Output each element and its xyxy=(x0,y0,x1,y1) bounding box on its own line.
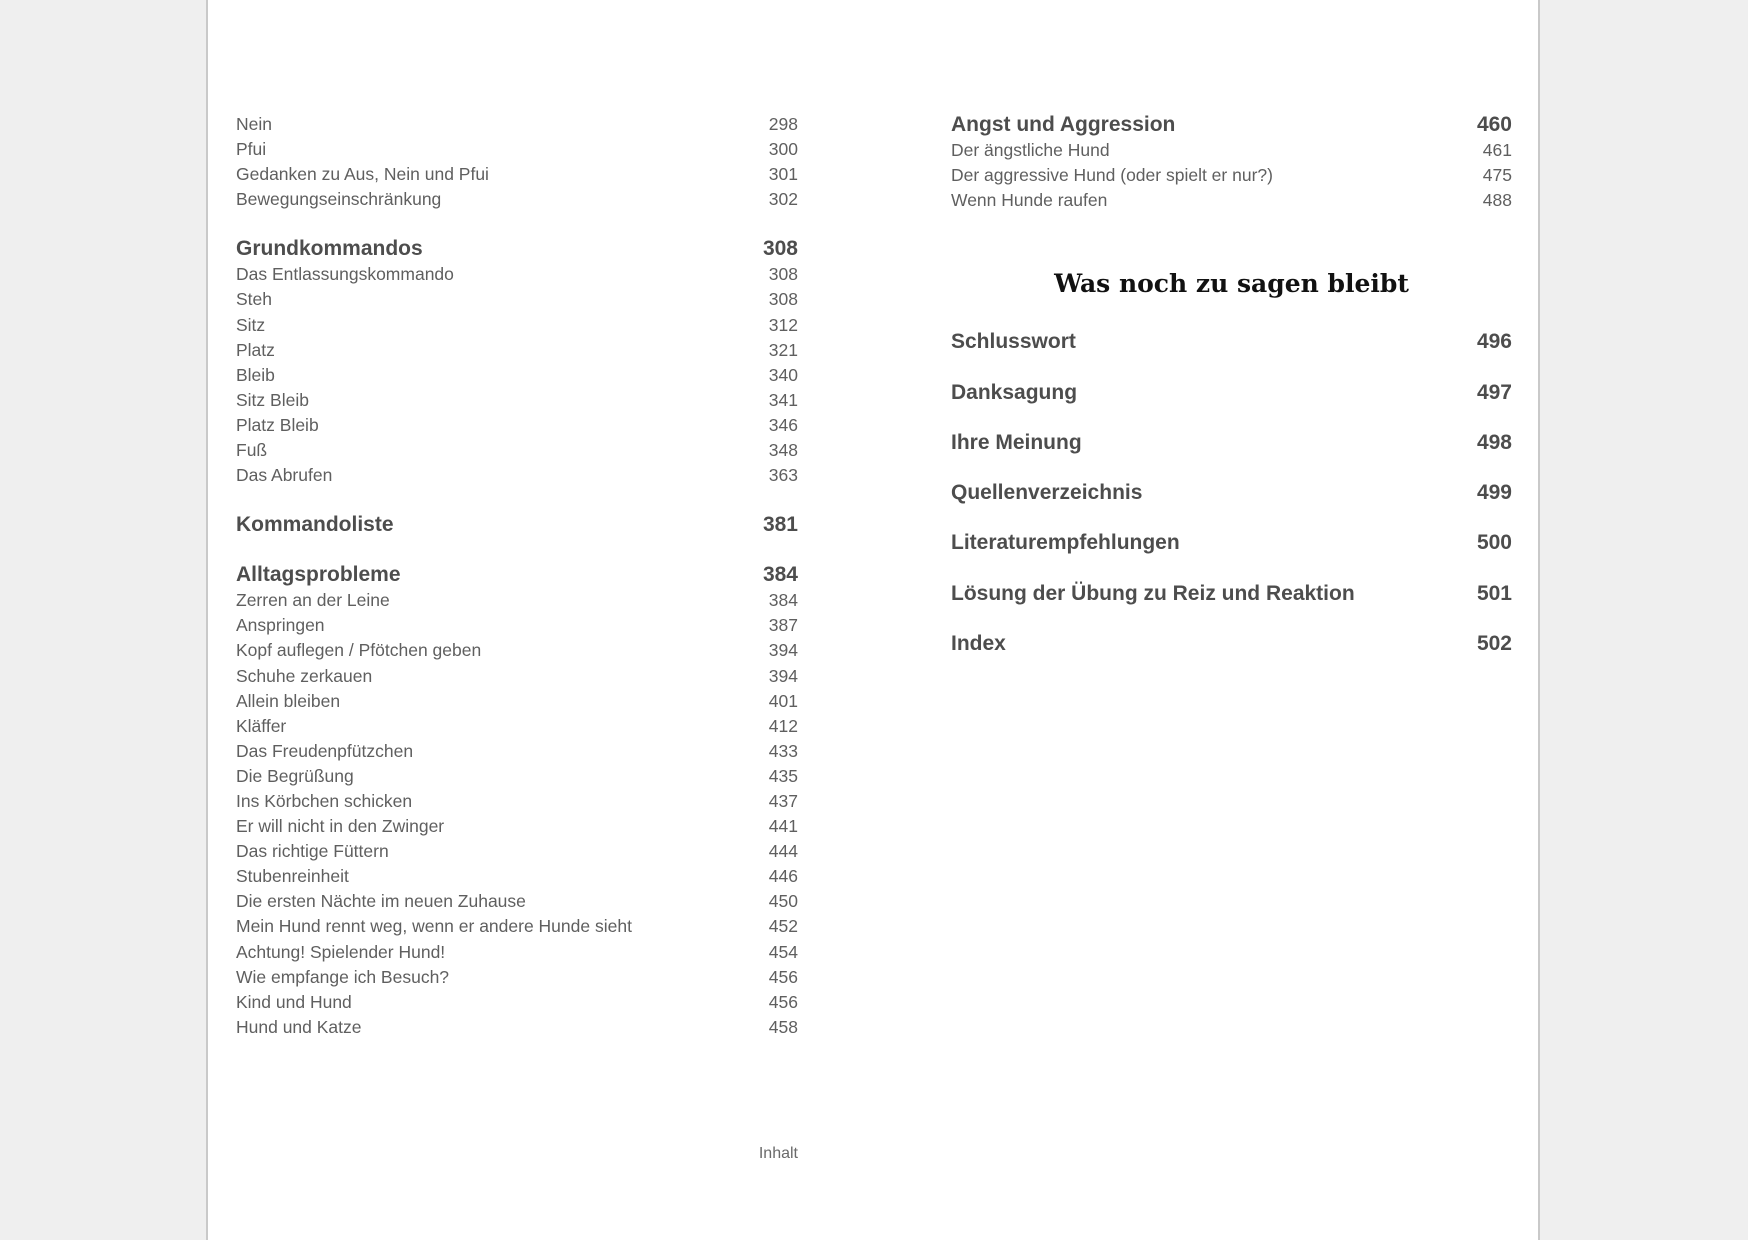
toc-heading[interactable] xyxy=(951,530,1512,556)
toc-entry-title: Pfui xyxy=(236,139,267,160)
toc-entry[interactable] xyxy=(236,914,798,939)
toc-entry[interactable] xyxy=(236,338,798,363)
toc-heading-title: Ihre Meinung xyxy=(951,430,1082,454)
toc-heading-page: 501 xyxy=(1476,581,1512,605)
toc-entry-title: Fuß xyxy=(236,440,268,461)
toc-heading-page: 499 xyxy=(1476,481,1512,505)
toc-entry[interactable] xyxy=(236,413,798,438)
toc-heading-title: Literaturempfehlungen xyxy=(951,531,1180,555)
toc-entry[interactable] xyxy=(236,940,798,965)
toc-entry-page: 441 xyxy=(768,816,798,837)
toc-entry-page: 454 xyxy=(768,941,798,962)
toc-entry[interactable] xyxy=(236,689,798,714)
toc-heading-page: 384 xyxy=(762,563,798,587)
toc-entry[interactable] xyxy=(236,363,798,388)
toc-entry-title: Bleib xyxy=(236,364,275,385)
toc-entry-page: 394 xyxy=(768,640,798,661)
toc-entry-title: Kind und Hund xyxy=(236,991,352,1012)
toc-group xyxy=(236,512,798,538)
toc-entry-title: Nein xyxy=(236,114,272,134)
toc-entry[interactable] xyxy=(236,313,798,338)
toc-entry[interactable] xyxy=(236,588,798,613)
toc-entry-page: 456 xyxy=(768,966,798,987)
toc-heading[interactable] xyxy=(236,236,798,262)
toc-heading-title: Index xyxy=(951,632,1006,656)
toc-entry[interactable] xyxy=(236,714,798,739)
toc-entry-page: 456 xyxy=(768,991,798,1012)
toc-heading-title: Angst und Aggression xyxy=(951,113,1176,136)
toc-entry-title: Mein Hund rennt weg, wenn er andere Hunde sieht xyxy=(236,916,632,937)
toc-heading-page: 498 xyxy=(1476,430,1512,454)
toc-entry[interactable] xyxy=(236,137,798,162)
toc-entry[interactable] xyxy=(236,388,798,413)
toc-heading-page: 500 xyxy=(1476,531,1512,555)
toc-entry[interactable] xyxy=(236,262,798,287)
toc-entry-title: Das Entlassungskommando xyxy=(236,264,454,285)
toc-entry-title: Wenn Hunde raufen xyxy=(951,190,1108,211)
toc-entry[interactable] xyxy=(236,889,798,914)
toc-heading-title: Quellenverzeichnis xyxy=(951,481,1143,505)
toc-heading-page: 460 xyxy=(1476,113,1512,136)
toc-entry-title: Das Abrufen xyxy=(236,465,333,486)
toc-heading[interactable] xyxy=(951,112,1512,138)
toc-entry-page: 450 xyxy=(768,891,798,912)
toc-entry-title: Der ängstliche Hund xyxy=(951,140,1110,160)
toc-entry[interactable] xyxy=(236,162,798,187)
toc-entry[interactable] xyxy=(236,864,798,889)
toc-entry-title: Die Begrüßung xyxy=(236,765,354,786)
toc-entry[interactable] xyxy=(236,438,798,463)
toc-entry-page: 437 xyxy=(768,790,798,811)
toc-heading[interactable] xyxy=(951,581,1512,607)
toc-entry-title: Wie empfange ich Besuch? xyxy=(236,966,450,987)
toc-entry-title: Kopf auflegen / Pfötchen geben xyxy=(236,640,482,661)
toc-entry[interactable] xyxy=(236,1015,798,1040)
toc-entry-page: 384 xyxy=(768,590,798,611)
toc-group xyxy=(951,112,1512,213)
toc-heading-page: 502 xyxy=(1476,632,1512,656)
toc-entry[interactable] xyxy=(236,739,798,764)
toc-entry-page: 312 xyxy=(768,314,798,335)
page-footer-label: Inhalt xyxy=(758,1145,798,1162)
toc-entry-page: 461 xyxy=(1482,140,1512,160)
toc-entry-title: Schuhe zerkauen xyxy=(236,665,373,686)
toc-entry[interactable] xyxy=(951,188,1512,213)
toc-heading[interactable] xyxy=(951,329,1512,355)
toc-entry-page: 446 xyxy=(768,866,798,887)
toc-entry-title: Kläffer xyxy=(236,715,287,736)
toc-entry-page: 363 xyxy=(768,465,798,486)
toc-heading-title: Danksagung xyxy=(951,380,1078,404)
toc-entry-title: Allein bleiben xyxy=(236,690,341,711)
section-title: Was noch zu sagen bleibt xyxy=(1054,269,1409,299)
toc-entry-title: Er will nicht in den Zwinger xyxy=(236,816,445,837)
toc-heading-title: Kommandoliste xyxy=(236,513,394,537)
toc-entry-title: Achtung! Spielender Hund! xyxy=(236,941,446,962)
toc-entry-title: Zerren an der Leine xyxy=(236,590,390,611)
toc-entry[interactable] xyxy=(236,789,798,814)
toc-entry-title: Das Freudenpfützchen xyxy=(236,740,414,761)
toc-entry-title: Stubenreinheit xyxy=(236,866,349,887)
toc-entry-page: 298 xyxy=(768,114,798,134)
toc-heading[interactable] xyxy=(236,562,798,588)
toc-entry-title: Steh xyxy=(236,289,272,310)
toc-entry[interactable] xyxy=(951,138,1512,163)
toc-entry-title: Bewegungseinschränkung xyxy=(236,189,442,210)
toc-entry-title: Hund und Katze xyxy=(236,1016,362,1037)
toc-heading-title: Lösung der Übung zu Reiz und Reaktion xyxy=(951,581,1355,605)
toc-heading[interactable] xyxy=(951,430,1512,456)
toc-entry-page: 300 xyxy=(768,139,798,160)
toc-entry-page: 348 xyxy=(768,440,798,461)
toc-entry-page: 302 xyxy=(768,189,798,210)
toc-entry-title: Der aggressive Hund (oder spielt er nur?) xyxy=(951,165,1273,186)
toc-entry-page: 401 xyxy=(768,690,798,711)
toc-entry[interactable] xyxy=(236,638,798,663)
toc-entry-page: 452 xyxy=(768,916,798,937)
toc-entry-title: Platz xyxy=(236,339,275,360)
toc-entry-page: 435 xyxy=(768,765,798,786)
toc-entry[interactable] xyxy=(236,839,798,864)
toc-entry[interactable] xyxy=(236,112,798,137)
toc-entry[interactable] xyxy=(951,163,1512,188)
toc-heading[interactable] xyxy=(951,480,1512,506)
toc-heading-title: Schlusswort xyxy=(951,330,1076,354)
toc-entry-page: 340 xyxy=(768,364,798,385)
toc-heading-page: 308 xyxy=(762,237,798,261)
toc-entry-title: Platz Bleib xyxy=(236,414,319,435)
toc-entry[interactable] xyxy=(236,613,798,638)
toc-entry-page: 346 xyxy=(768,414,798,435)
toc-entry-title: Anspringen xyxy=(236,615,325,636)
toc-entry-page: 458 xyxy=(768,1016,798,1037)
toc-left-column xyxy=(236,112,798,1064)
toc-entry-title: Die ersten Nächte im neuen Zuhause xyxy=(236,891,526,912)
toc-right-column xyxy=(951,112,1512,681)
toc-group xyxy=(236,236,798,488)
toc-entry-page: 412 xyxy=(768,715,798,736)
toc-heading[interactable] xyxy=(951,631,1512,657)
toc-entry[interactable] xyxy=(236,965,798,990)
toc-entry[interactable] xyxy=(236,990,798,1015)
toc-entry-page: 308 xyxy=(768,264,798,285)
toc-heading-page: 381 xyxy=(762,513,798,537)
toc-heading-page: 497 xyxy=(1476,380,1512,404)
toc-entry-page: 433 xyxy=(768,740,798,761)
toc-group xyxy=(236,112,798,212)
toc-entry-title: Sitz xyxy=(236,314,266,335)
toc-entry[interactable] xyxy=(236,664,798,689)
toc-entry[interactable] xyxy=(236,764,798,789)
toc-entry-page: 321 xyxy=(768,339,798,360)
toc-entry[interactable] xyxy=(236,463,798,488)
toc-entry-title: Das richtige Füttern xyxy=(236,841,389,862)
toc-entry-title: Gedanken zu Aus, Nein und Pfui xyxy=(236,164,489,185)
toc-entry[interactable] xyxy=(236,187,798,212)
toc-entry-page: 341 xyxy=(768,389,798,410)
toc-entry-title: Ins Körbchen schicken xyxy=(236,790,413,811)
toc-heading[interactable] xyxy=(951,380,1512,406)
toc-group xyxy=(236,562,798,1040)
toc-heading-title: Grundkommandos xyxy=(236,237,423,261)
toc-heading-page: 496 xyxy=(1476,330,1512,354)
toc-entry-page: 301 xyxy=(768,164,798,185)
toc-entry-page: 488 xyxy=(1482,190,1512,211)
toc-heading[interactable] xyxy=(236,512,798,538)
toc-entry-title: Sitz Bleib xyxy=(236,389,309,410)
toc-entry-page: 444 xyxy=(768,841,798,862)
toc-heading-title: Alltagsprobleme xyxy=(236,563,401,587)
toc-entry-page: 394 xyxy=(768,665,798,686)
toc-entry-page: 475 xyxy=(1482,165,1512,186)
toc-entry-page: 387 xyxy=(768,615,798,636)
toc-entry[interactable] xyxy=(236,287,798,312)
toc-entry[interactable] xyxy=(236,814,798,839)
toc-entry-page: 308 xyxy=(768,289,798,310)
